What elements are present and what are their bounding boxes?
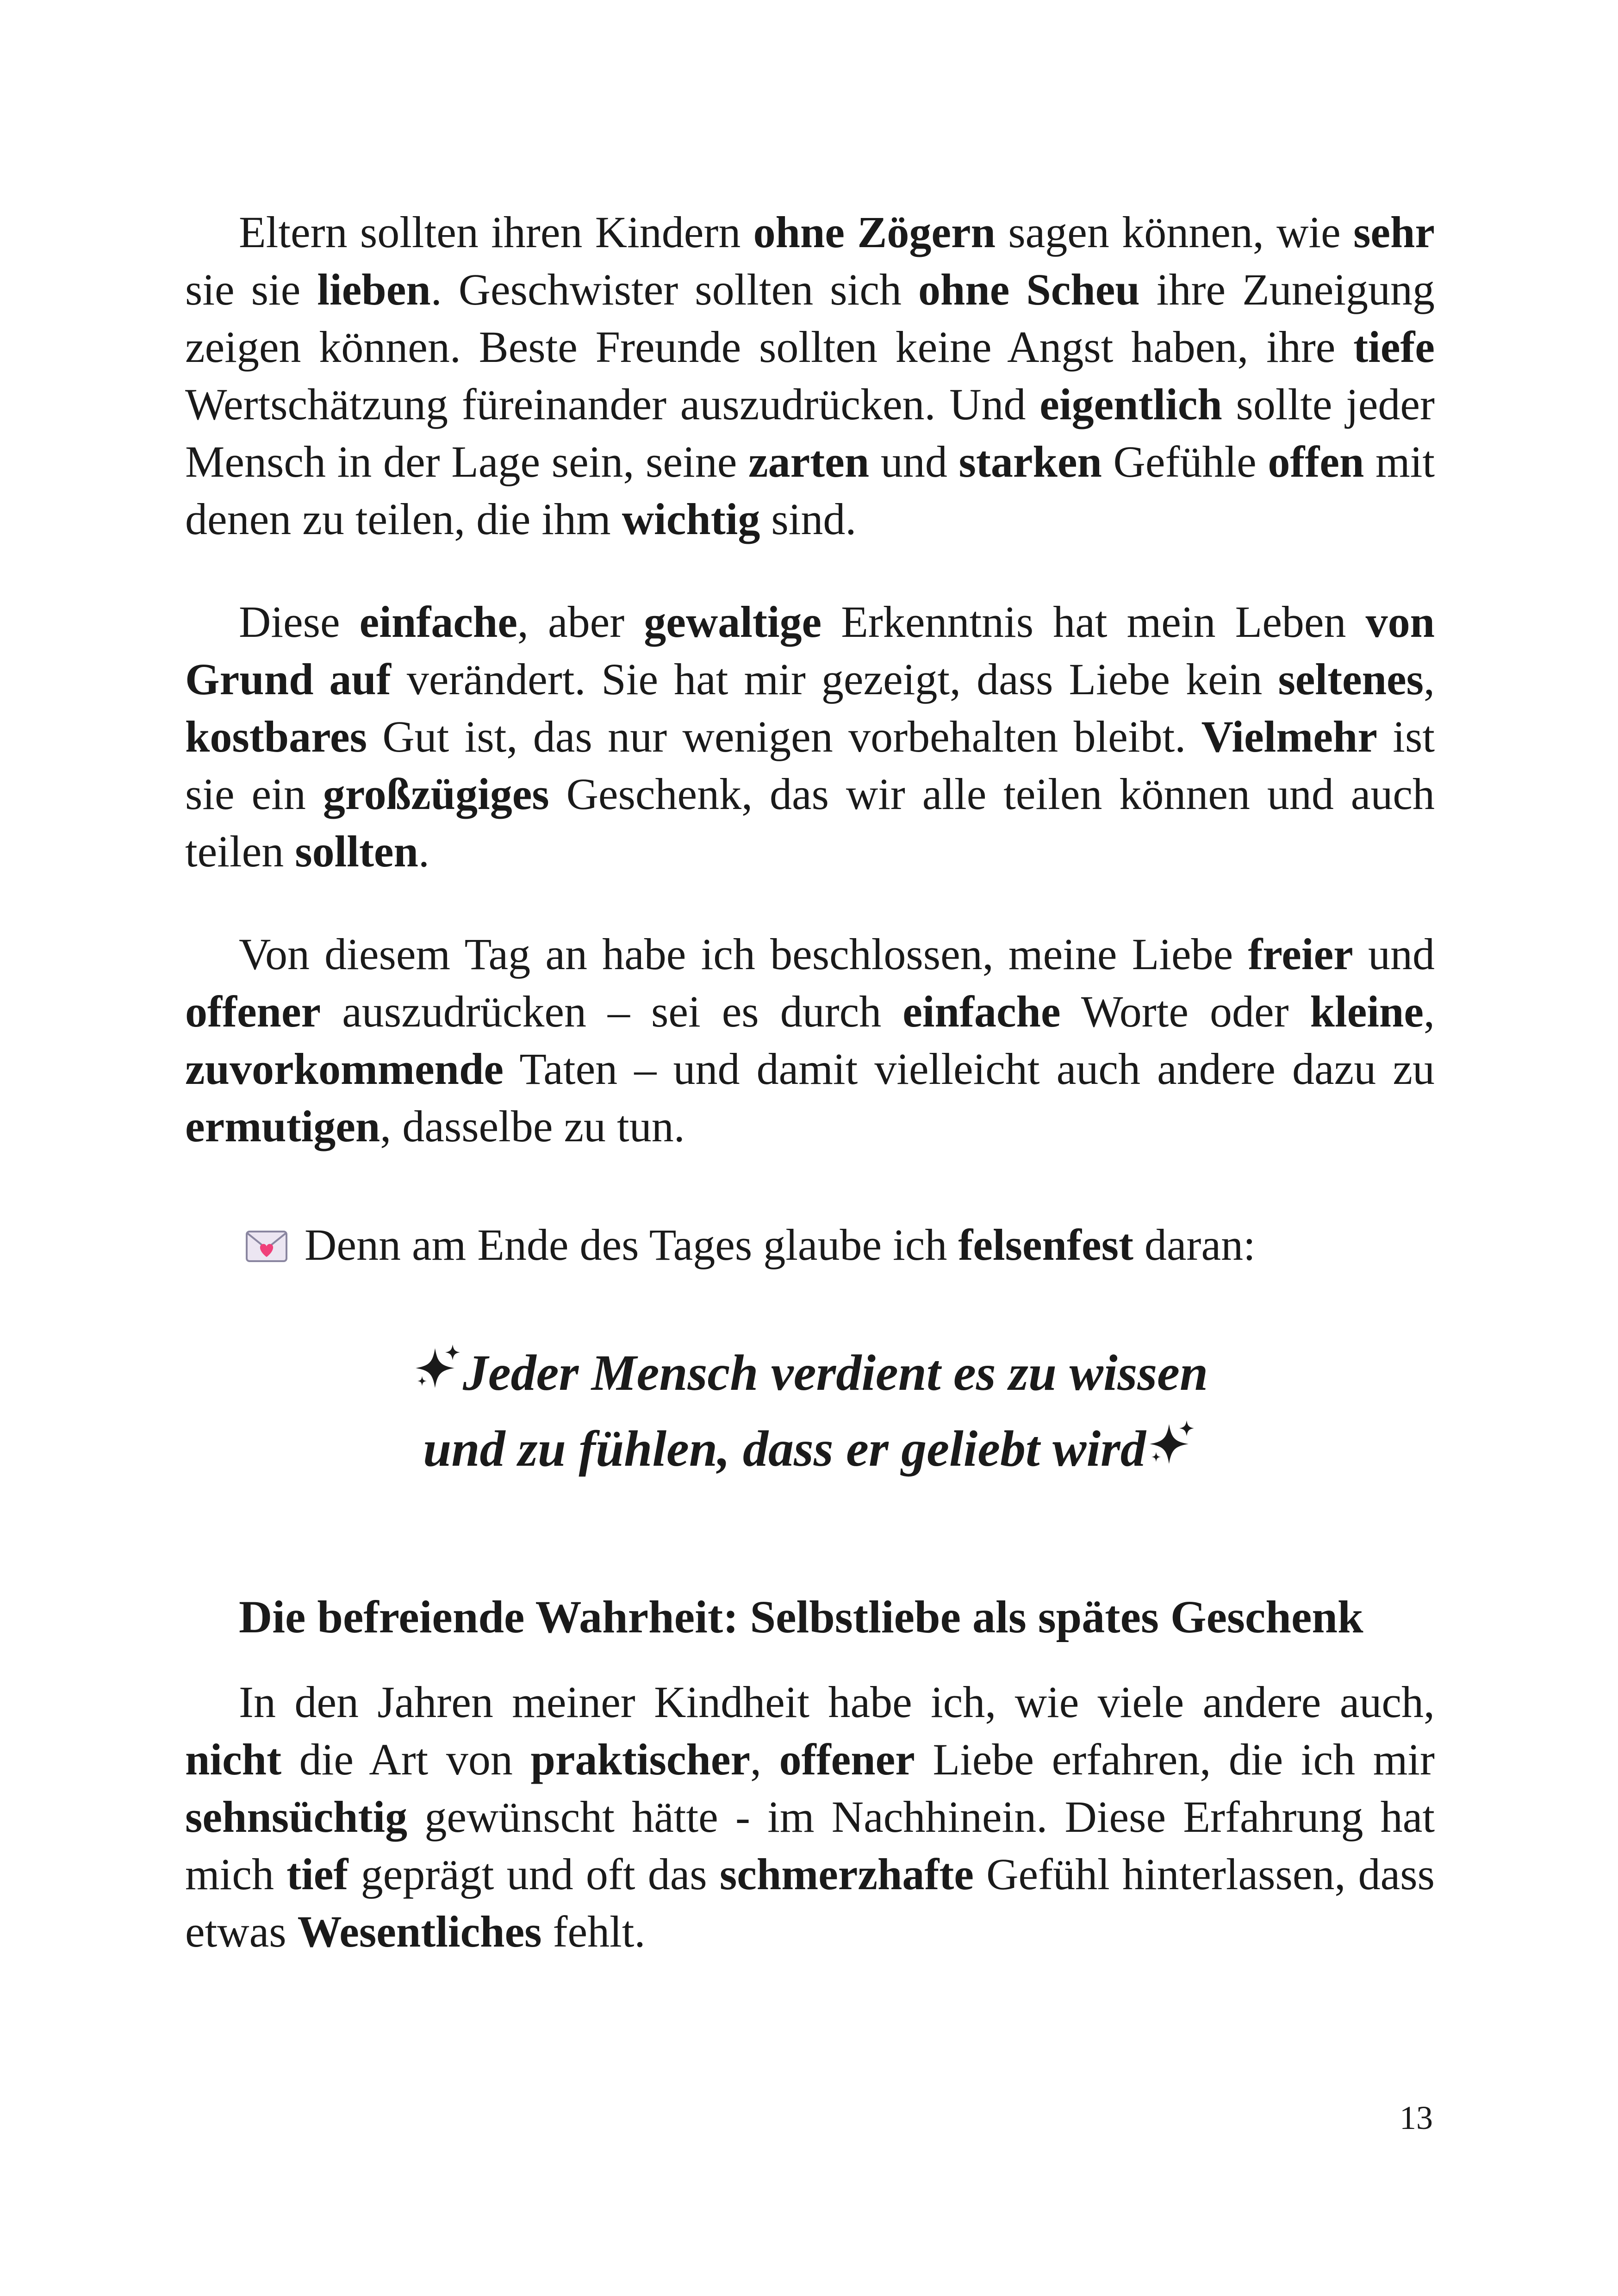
body-text: geprägt und oft das <box>348 1849 720 1899</box>
emphasis-text: seltenes <box>1278 654 1424 704</box>
body-text: Liebe erfahren, die ich mir <box>915 1735 1435 1784</box>
body-text: , dasselbe zu tun. <box>380 1101 685 1151</box>
emphasis-text: Wesentliches <box>297 1907 542 1956</box>
body-text: daran: <box>1133 1220 1256 1269</box>
lead-text <box>305 1220 1256 1269</box>
body-text: Gefühl hinterlassen, dass etwas <box>185 1849 1435 1956</box>
quote-text-2: und zu fühlen, dass er geliebt wird <box>423 1420 1146 1477</box>
emphasis-text: starken <box>958 437 1102 486</box>
body-text: und <box>1353 929 1435 979</box>
body-text: , <box>750 1735 779 1784</box>
emphasis-text: großzügiges <box>323 769 549 819</box>
body-text: . <box>418 827 429 876</box>
section-heading: Die befreiende Wahrheit: Selbstliebe als spätes Geschenk <box>239 1591 1363 1643</box>
emphasis-text: offener <box>185 987 321 1036</box>
paragraph-2 <box>185 593 1435 880</box>
body-text: sagen können, wie <box>996 207 1354 257</box>
quote-text-1: Jeder Mensch verdient es zu wissen <box>462 1344 1208 1401</box>
emphasis-text: sollten <box>295 827 418 876</box>
body-text: Wertschätzung füreinander auszudrücken. Und <box>185 380 1040 429</box>
highlight-quote <box>185 1337 1435 1488</box>
page-number: 13 <box>1400 2099 1433 2136</box>
emphasis-text: sehnsüchtig <box>185 1792 408 1842</box>
emphasis-text: freier <box>1248 929 1353 979</box>
body-text: verändert. Sie hat mir gezeigt, dass Liebe kein <box>391 654 1278 704</box>
body-text: Erkenntnis hat mein Leben <box>821 597 1366 647</box>
body-text: Worte oder <box>1060 987 1310 1036</box>
quote-line-2 <box>185 1412 1435 1488</box>
emphasis-text: kleine <box>1310 987 1424 1036</box>
body-text: auszudrücken – sei es durch <box>321 987 903 1036</box>
body-text: sollte jeder Mensch in der Lage sein, seine <box>185 380 1435 486</box>
emphasis-text: Vielmehr <box>1201 712 1377 761</box>
body-text: Gefühle <box>1101 437 1268 486</box>
emphasis-text: offen <box>1268 437 1364 486</box>
body-text: Eltern sollten ihren Kindern <box>239 207 753 257</box>
emphasis-text: sehr <box>1353 207 1435 257</box>
body-text: , aber <box>517 597 644 647</box>
body-text: die Art von <box>281 1735 531 1784</box>
body-text: Geschenk, das wir alle teilen können und auch teilen <box>185 769 1435 876</box>
sparkles-icon <box>412 1340 463 1412</box>
emphasis-text: schmerzhafte <box>719 1849 974 1899</box>
body-text: fehlt. <box>541 1907 646 1956</box>
body-text: . Geschwister sollten sich <box>430 265 918 314</box>
body-text: Gut ist, das nur wenigen vorbehalten bleibt. <box>367 712 1201 761</box>
emphasis-text: tiefe <box>1353 322 1435 372</box>
body-text: In den Jahren meiner Kindheit habe ich, wie viele andere auch, <box>239 1677 1435 1727</box>
body-text: ihre Zuneigung zeigen können. Beste Freunde sollten keine Angst haben, ihre <box>185 265 1435 372</box>
body-text: Denn am Ende des Tages glaube ich <box>305 1220 958 1269</box>
emphasis-text: ohne Zögern <box>753 207 996 257</box>
emphasis-text: einfache <box>902 987 1061 1036</box>
emphasis-text: wichtig <box>622 494 760 544</box>
emphasis-text: einfache <box>359 597 517 647</box>
emphasis-text: praktischer <box>530 1735 751 1784</box>
body-text: , <box>1424 987 1435 1036</box>
emphasis-text: von Grund auf <box>185 597 1435 704</box>
body-text: , <box>1424 654 1435 704</box>
body-text: sind. <box>760 494 857 544</box>
emphasis-text: zarten <box>748 437 870 486</box>
body-text: und <box>869 437 959 486</box>
paragraph-4 <box>185 1674 1435 1960</box>
body-text: mit denen zu teilen, die ihm <box>185 437 1435 544</box>
emphasis-text: tief <box>286 1849 348 1899</box>
emphasis-text: eigentlich <box>1039 380 1222 429</box>
body-text: sie sie <box>185 265 317 314</box>
emphasis-text: ohne Scheu <box>918 265 1140 314</box>
emphasis-text: lieben <box>317 265 431 314</box>
body-text: gewünscht hätte - im Nachhinein. Diese Erfahrung hat mich <box>185 1792 1435 1899</box>
quote-line-1 <box>185 1337 1435 1412</box>
love-letter-icon <box>245 1219 288 1276</box>
body-text: ist sie ein <box>185 712 1435 819</box>
body-text: Diese <box>239 597 360 647</box>
emphasis-text: ermutigen <box>185 1101 380 1151</box>
emphasis-text: nicht <box>185 1735 282 1784</box>
emphasis-text: felsenfest <box>958 1220 1133 1269</box>
book-page <box>185 204 1435 1960</box>
paragraph-1 <box>185 204 1435 548</box>
body-text: Taten – und damit vielleicht auch andere dazu zu <box>503 1044 1435 1094</box>
body-text: Von diesem Tag an habe ich beschlossen, meine Liebe <box>239 929 1248 979</box>
emphasis-text: gewaltige <box>644 597 822 647</box>
emphasis-text: zuvorkommende <box>185 1044 504 1094</box>
emphasis-text: kostbares <box>185 712 367 761</box>
lead-line <box>185 1216 1435 1276</box>
sparkles-icon <box>1146 1416 1197 1488</box>
emphasis-text: offener <box>779 1735 915 1784</box>
paragraph-3 <box>185 926 1435 1155</box>
